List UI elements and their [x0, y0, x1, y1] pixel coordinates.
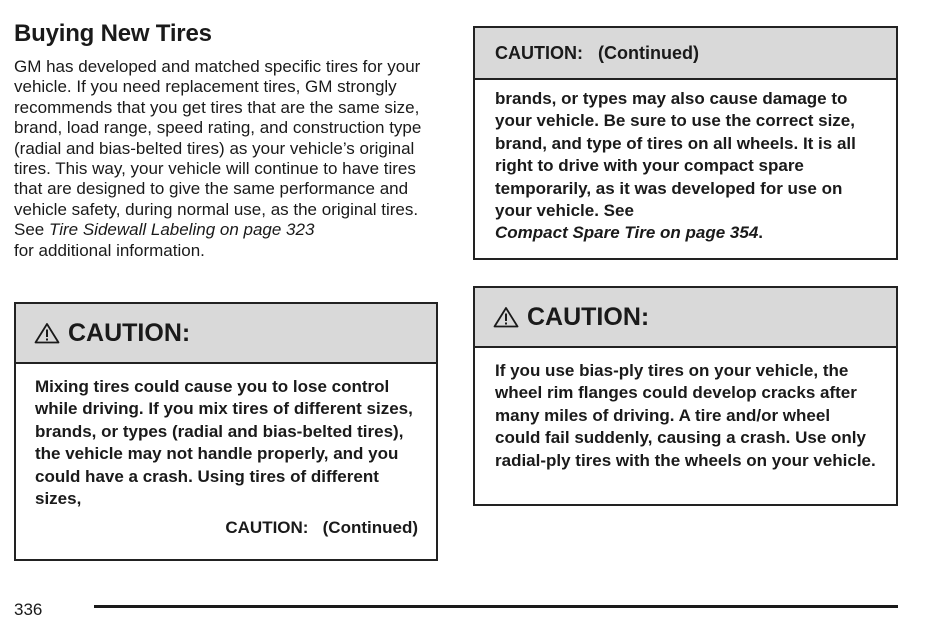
section-heading: Buying New Tires [14, 20, 212, 47]
caution-title: CAUTION: [68, 318, 191, 347]
caution-continued-end: . [758, 223, 764, 243]
caution-continued-body [475, 80, 896, 245]
caution-header [16, 304, 436, 364]
caution-box-mixing-tires [14, 302, 438, 561]
caution-body-2: If you use bias-ply tires on your vehicle, the wheel rim flanges could develop cracks after many miles of driving. A tire and/or wheel could fail suddenly, causing a crash. Use only radial-ply tires with the wheels on your vehicle. [495, 361, 876, 470]
intro-text: GM has developed and matched specific tires for your vehicle. If you need replacement tires, GM strongly recommends that you get tires that are the same size, brand, load range, speed rating, and construction type (radial and bias-belted tires) as your vehicle’s original tires. This way, your vehicle will continue to have tires that are designed to give the same performance and vehicle safety, during normal use, as the original tires. See [14, 57, 422, 240]
caution-continued-title: CAUTION: (Continued) [495, 42, 699, 63]
continued-label: CAUTION: (Continued) [225, 518, 418, 538]
caution-body: Mixing tires could cause you to lose control while driving. If you mix tires of different sizes, brands, or types (radial and bias-belted tires), the vehicle may not handle properly, and you could have a crash. Using tires of different sizes, [35, 377, 413, 509]
page-number: 336 [14, 600, 43, 619]
intro-text-end: for additional information. [14, 240, 205, 260]
tire-sidewall-reference: Tire Sidewall Labeling on page 323 [48, 220, 315, 240]
caution-header-2 [475, 288, 896, 348]
caution-title-2: CAUTION: [527, 302, 650, 331]
caution-continued-header [475, 28, 896, 80]
compact-spare-reference: Compact Spare Tire on page 354 [495, 223, 759, 243]
caution-box-bias-ply [473, 286, 898, 506]
intro-paragraph [14, 57, 438, 261]
warning-triangle-icon [34, 322, 60, 344]
warning-triangle-icon [493, 306, 519, 328]
left-column [14, 20, 438, 261]
caution-continued-text: brands, or types may also cause damage to your vehicle. Be sure to use the correct size, brand, and type of tires on all wheels. It is all right to drive with your compact spare temporarily, as it was developed for use on your vehicle. See [495, 89, 856, 221]
caution-box-continued [473, 26, 898, 260]
footer-rule [94, 605, 898, 608]
